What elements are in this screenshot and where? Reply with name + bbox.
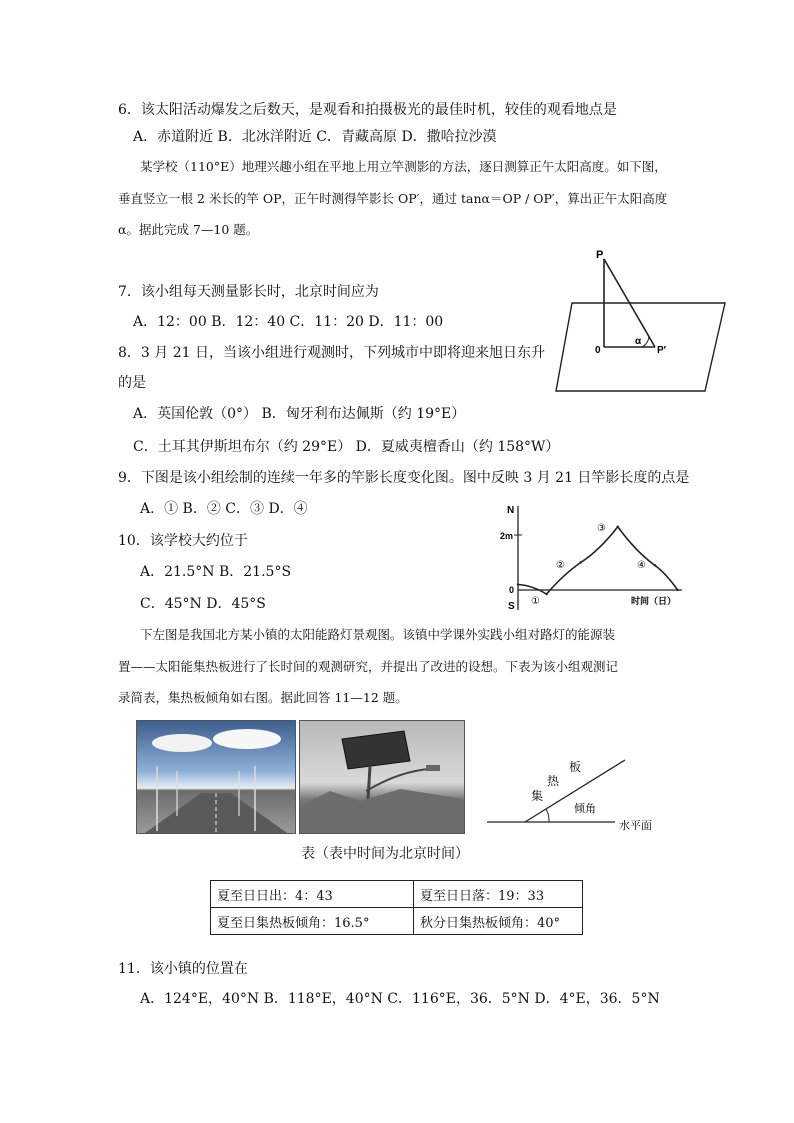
label-ji: 集: [531, 789, 544, 803]
label-pprime: P′: [657, 345, 667, 356]
label-s: S: [508, 601, 515, 612]
q8-options-ab: A．英国伦敦（0°） B．匈牙利布达佩斯（约 19°E）: [133, 406, 466, 422]
table-cell: 夏至日集热板倾角：16.5°: [211, 908, 414, 935]
curve-point: [676, 589, 678, 591]
intro1-line3: α。据此完成 7—10 题。: [118, 222, 259, 237]
curve-segment: [518, 585, 547, 595]
label-n: N: [507, 505, 515, 516]
label-re: 热: [547, 774, 560, 788]
tilt-arc: [546, 809, 549, 822]
table-cell: 夏至日日落：19：33: [414, 881, 583, 908]
q11-options: A．124°E，40°N B．118°E，40°N C．116°E，36．5°N D．4°E，36．5°N: [140, 991, 660, 1007]
label-p: P: [596, 249, 604, 261]
q9-stem: 9．下图是该小组绘制的连续一年多的竿影长度变化图。图中反映 3 月 21 日竿影长度的点是: [118, 470, 690, 486]
highway-solar-lights-photo: [136, 720, 296, 834]
q10-options-cd: C．45°N D．45°S: [140, 596, 266, 612]
marker-2: ②: [556, 560, 565, 571]
intro2-line2: 置——太阳能集热板进行了长时间的观测研究，并提出了改进的设想。下表为该小组观测记: [118, 659, 619, 674]
q8-options-cd: C．土耳其伊斯坦布尔（约 29°E） D．夏威夷檀香山（约 158°W）: [133, 439, 560, 455]
curve-point: [580, 561, 582, 563]
q10-options-ab: A．21.5°N B．21.5°S: [140, 564, 292, 580]
observation-table: [210, 880, 583, 935]
marker-1: ①: [531, 596, 540, 607]
label-o: 0: [595, 345, 601, 356]
intro2-line1: 下左图是我国北方某小镇的太阳能路灯景观图。该镇中学课外实践小组对路灯的能源装: [140, 627, 616, 642]
q8-stem-line2: 的是: [118, 375, 146, 391]
table-caption: 表（表中时间为北京时间）: [301, 846, 469, 862]
table-row: [211, 881, 583, 908]
q9-options: A．① B．② C．③ D．④: [140, 501, 308, 517]
curve-segment: [655, 565, 678, 590]
intro2-line3: 录简表，集热板倾角如右图。据此回答 11—12 题。: [118, 690, 408, 705]
curve-point: [617, 526, 619, 528]
q8-stem-line1: 8．3 月 21 日，当该小组进行观测时，下列城市中即将迎来旭日东升: [118, 345, 545, 361]
collector-tilt-figure: [485, 755, 675, 835]
label-alpha: α: [635, 336, 642, 347]
label-ban: 板: [569, 760, 582, 774]
alpha-arc: [642, 336, 649, 347]
label-2m: 2m: [500, 531, 514, 541]
label-zero: 0: [509, 585, 515, 595]
q11-stem: 11．该小镇的位置在: [118, 961, 248, 977]
table-row: [211, 908, 583, 935]
intro1-line2: 垂直竖立一根 2 米长的竿 OP，正午时测得竿影长 OP′，通过 tanα＝OP / OP′，算出正午太阳高度: [118, 191, 668, 206]
q6-options: A．赤道附近 B．北冰洋附近 C．青藏高原 D．撒哈拉沙漠: [133, 129, 497, 145]
q7-stem: 7．该小组每天测量影长时，北京时间应为: [118, 284, 379, 300]
marker-4: ④: [637, 560, 646, 571]
pole-shadow-figure: [550, 245, 730, 395]
curve-point: [654, 564, 656, 566]
label-horizontal: 水平面: [619, 819, 652, 832]
curve-point: [517, 583, 519, 585]
q7-options: A．12：00 B．12：40 C．11：20 D．11：00: [133, 314, 444, 330]
intro1-line1: 某学校（110°E）地理兴趣小组在平地上用立竿测影的方法，逐日测算正午太阳高度。如下图，: [140, 159, 667, 174]
curve-layer: [517, 526, 679, 596]
solar-street-lamp-photo: [299, 720, 465, 834]
x-axis-label: 时间（日）: [631, 596, 677, 606]
shadow-length-chart: [500, 500, 700, 615]
curve-point: [545, 593, 547, 595]
label-tilt-angle: 倾角: [574, 802, 596, 815]
q6-stem: 6．该太阳活动爆发之后数天，是观看和拍摄极光的最佳时机，较佳的观看地点是: [118, 102, 617, 118]
table-cell: 秋分日集热板倾角：40°: [414, 908, 583, 935]
q10-stem: 10．该学校大约位于: [118, 533, 248, 549]
table-cell: 夏至日日出：4：43: [211, 881, 414, 908]
marker-3: ③: [597, 523, 606, 534]
